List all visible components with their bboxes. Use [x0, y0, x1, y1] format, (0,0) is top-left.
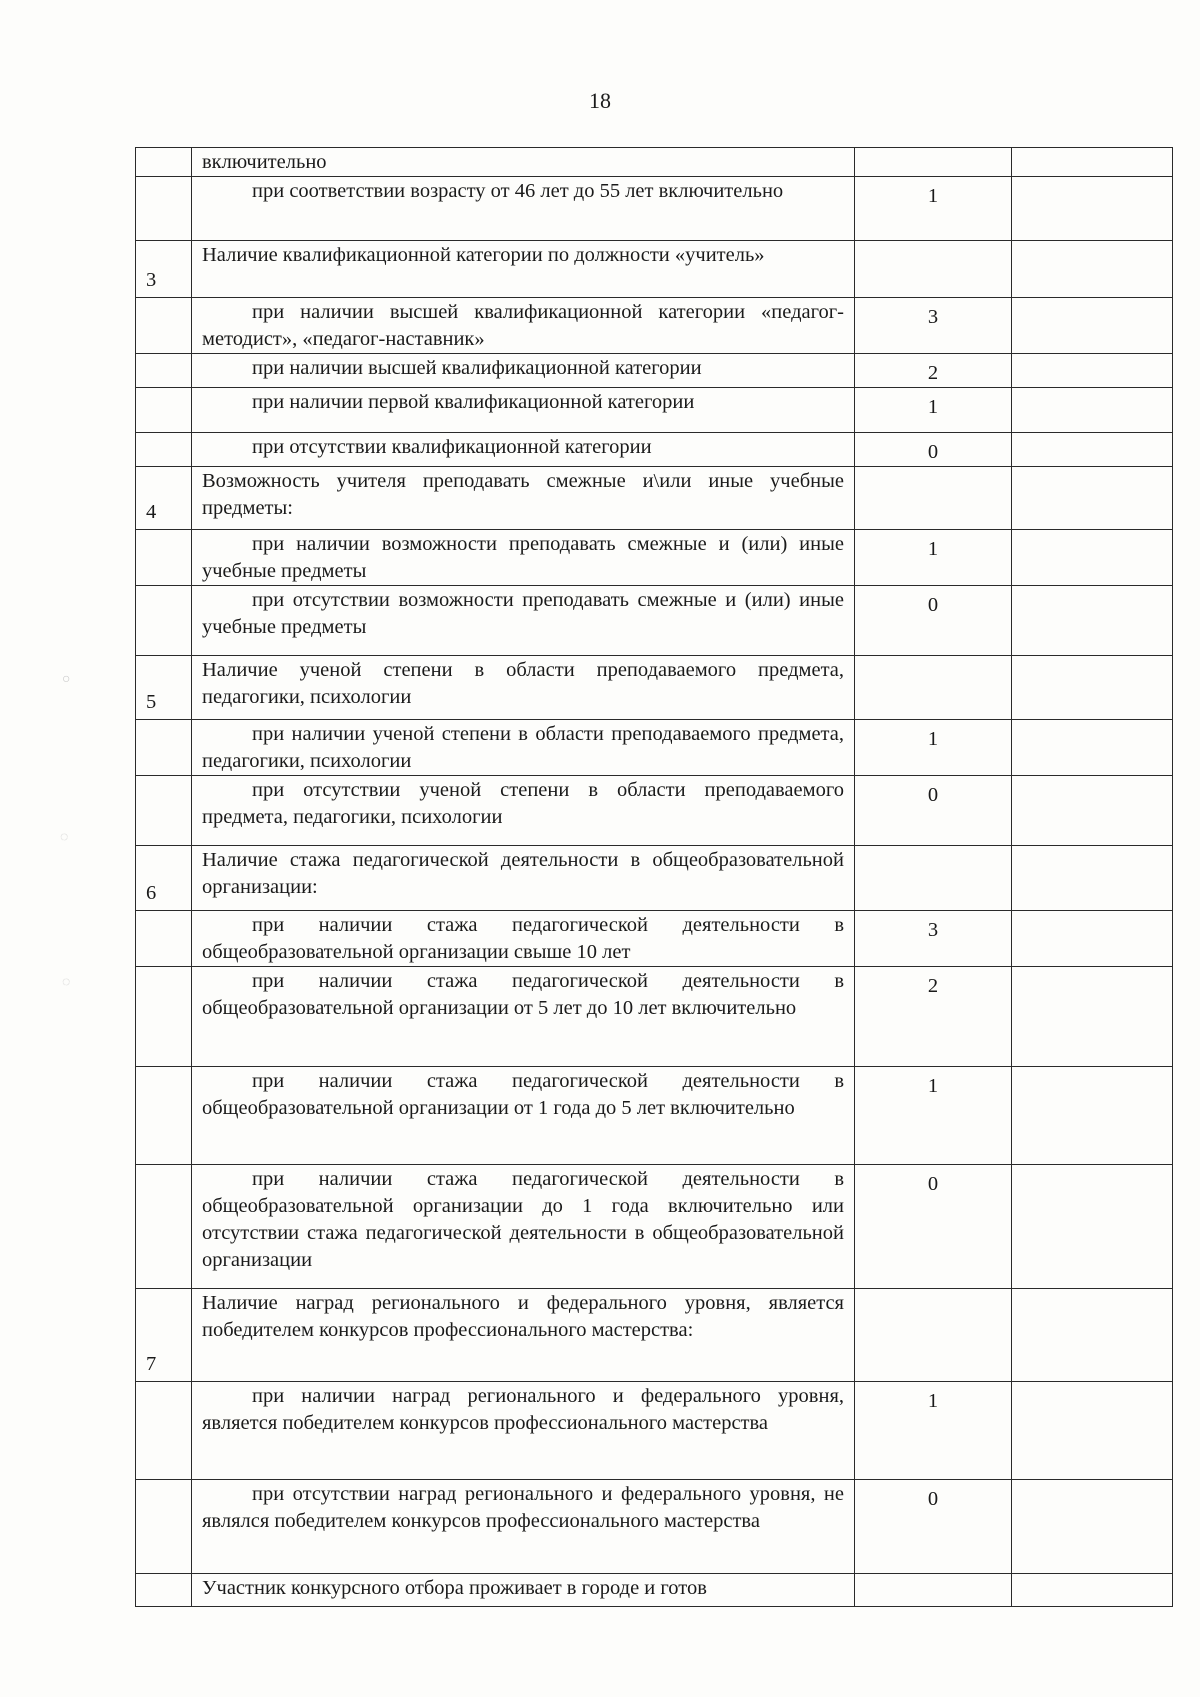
criterion-option-cell: при наличии первой квалификационной категории	[192, 388, 855, 433]
blank-cell	[1012, 911, 1173, 967]
table-row	[136, 586, 1173, 656]
row-number-cell: 5	[136, 656, 192, 720]
criterion-option-cell: при наличии стажа педагогической деятельности в общеобразовательной организации от 1 года до 5 лет включительно	[192, 1067, 855, 1165]
table-row	[136, 1382, 1173, 1480]
points-cell	[855, 656, 1012, 720]
page-number: 18	[589, 88, 611, 113]
table-row	[136, 1574, 1173, 1607]
blank-cell	[1012, 241, 1173, 298]
table-row	[136, 177, 1173, 241]
row-number-cell	[136, 388, 192, 433]
blank-cell	[1012, 354, 1173, 388]
points-cell: 0	[855, 1480, 1012, 1574]
points-cell: 1	[855, 177, 1012, 241]
blank-cell	[1012, 846, 1173, 911]
points-cell: 2	[855, 354, 1012, 388]
criteria-table-body	[136, 148, 1173, 1607]
blank-cell	[1012, 467, 1173, 530]
row-number-cell: 7	[136, 1289, 192, 1382]
criterion-option-cell: при наличии стажа педагогической деятельности в общеобразовательной организации от 5 лет до 10 лет включительно	[192, 967, 855, 1067]
table-row	[136, 530, 1173, 586]
scan-artifact-mark: ○	[62, 672, 71, 687]
row-number-cell	[136, 776, 192, 846]
table-row	[136, 656, 1173, 720]
points-cell: 1	[855, 1067, 1012, 1165]
criterion-option-cell: при наличии ученой степени в области преподаваемого предмета, педагогики, психологии	[192, 720, 855, 776]
blank-cell	[1012, 656, 1173, 720]
points-cell: 3	[855, 911, 1012, 967]
table-row	[136, 1289, 1173, 1382]
criterion-option-cell: при наличии наград регионального и федерального уровня, является победителем конкурсов профессионального мастерства	[192, 1382, 855, 1480]
criteria-table	[135, 147, 1173, 1607]
blank-cell	[1012, 1382, 1173, 1480]
points-cell: 0	[855, 586, 1012, 656]
row-number-cell: 6	[136, 846, 192, 911]
row-number-cell	[136, 720, 192, 776]
points-cell: 0	[855, 433, 1012, 467]
blank-cell	[1012, 388, 1173, 433]
row-number-cell	[136, 433, 192, 467]
row-number-cell	[136, 911, 192, 967]
row-number-cell	[136, 148, 192, 177]
scan-artifact-mark: ◌	[60, 830, 69, 845]
criterion-cell: Наличие ученой степени в области преподаваемого предмета, педагогики, психологии	[192, 656, 855, 720]
table-row	[136, 354, 1173, 388]
table-row	[136, 1165, 1173, 1289]
criterion-option-cell: при наличии стажа педагогической деятельности в общеобразовательной организации свыше 10 лет	[192, 911, 855, 967]
table-row	[136, 967, 1173, 1067]
criterion-cell: Возможность учителя преподавать смежные и\или иные учебные предметы:	[192, 467, 855, 530]
points-cell: 2	[855, 967, 1012, 1067]
table-row	[136, 388, 1173, 433]
table-row	[136, 298, 1173, 354]
row-number-cell	[136, 1165, 192, 1289]
row-number-cell	[136, 1382, 192, 1480]
row-number-cell	[136, 354, 192, 388]
points-cell	[855, 148, 1012, 177]
blank-cell	[1012, 298, 1173, 354]
blank-cell	[1012, 1289, 1173, 1382]
row-number-cell: 3	[136, 241, 192, 298]
row-number-cell	[136, 586, 192, 656]
table-row	[136, 241, 1173, 298]
points-cell: 3	[855, 298, 1012, 354]
points-cell: 1	[855, 1382, 1012, 1480]
points-cell	[855, 1289, 1012, 1382]
table-row	[136, 1067, 1173, 1165]
row-number-cell	[136, 177, 192, 241]
row-number-cell	[136, 530, 192, 586]
points-cell	[855, 846, 1012, 911]
criterion-option-cell: при наличии высшей квалификационной категории «педагог-методист», «педагог-наставник»	[192, 298, 855, 354]
blank-cell	[1012, 433, 1173, 467]
points-cell: 1	[855, 388, 1012, 433]
criterion-option-cell: при наличии высшей квалификационной категории	[192, 354, 855, 388]
criterion-option-cell: при наличии возможности преподавать смежные и (или) иные учебные предметы	[192, 530, 855, 586]
criterion-cell: Наличие стажа педагогической деятельности в общеобразовательной организации:	[192, 846, 855, 911]
row-number-cell	[136, 967, 192, 1067]
blank-cell	[1012, 776, 1173, 846]
points-cell	[855, 241, 1012, 298]
criterion-option-cell: при наличии стажа педагогической деятельности в общеобразовательной организации до 1 года включительно или отсутствии стажа педагогической деятельности в общеобразовательной организации	[192, 1165, 855, 1289]
row-number-cell	[136, 298, 192, 354]
points-cell	[855, 1574, 1012, 1607]
table-row	[136, 776, 1173, 846]
row-number-cell	[136, 1480, 192, 1574]
table-row	[136, 1480, 1173, 1574]
table-row	[136, 720, 1173, 776]
points-cell: 0	[855, 776, 1012, 846]
criterion-option-cell: при отсутствии возможности преподавать смежные и (или) иные учебные предметы	[192, 586, 855, 656]
points-cell: 0	[855, 1165, 1012, 1289]
table-row	[136, 467, 1173, 530]
row-number-cell	[136, 1574, 192, 1607]
table-row	[136, 148, 1173, 177]
blank-cell	[1012, 148, 1173, 177]
criterion-cell: Наличие квалификационной категории по должности «учитель»	[192, 241, 855, 298]
criterion-option-cell: при соответствии возрасту от 46 лет до 55 лет включительно	[192, 177, 855, 241]
table-row	[136, 911, 1173, 967]
table-row	[136, 433, 1173, 467]
blank-cell	[1012, 177, 1173, 241]
points-cell: 1	[855, 530, 1012, 586]
row-number-cell	[136, 1067, 192, 1165]
criterion-option-cell: при отсутствии наград регионального и федерального уровня, не являлся победителем конкурсов профессионального мастерства	[192, 1480, 855, 1574]
table-row	[136, 846, 1173, 911]
blank-cell	[1012, 530, 1173, 586]
points-cell	[855, 467, 1012, 530]
row-number-cell: 4	[136, 467, 192, 530]
criterion-cell: Участник конкурсного отбора проживает в городе и готов	[192, 1574, 855, 1607]
blank-cell	[1012, 1574, 1173, 1607]
blank-cell	[1012, 720, 1173, 776]
criterion-cell: включительно	[192, 148, 855, 177]
blank-cell	[1012, 1067, 1173, 1165]
criterion-cell: Наличие наград регионального и федерального уровня, является победителем конкурсов профессионального мастерства:	[192, 1289, 855, 1382]
blank-cell	[1012, 967, 1173, 1067]
blank-cell	[1012, 586, 1173, 656]
criterion-option-cell: при отсутствии квалификационной категории	[192, 433, 855, 467]
points-cell: 1	[855, 720, 1012, 776]
criterion-option-cell: при отсутствии ученой степени в области преподаваемого предмета, педагогики, психологии	[192, 776, 855, 846]
blank-cell	[1012, 1480, 1173, 1574]
blank-cell	[1012, 1165, 1173, 1289]
scan-artifact-mark: ◌	[62, 975, 71, 990]
